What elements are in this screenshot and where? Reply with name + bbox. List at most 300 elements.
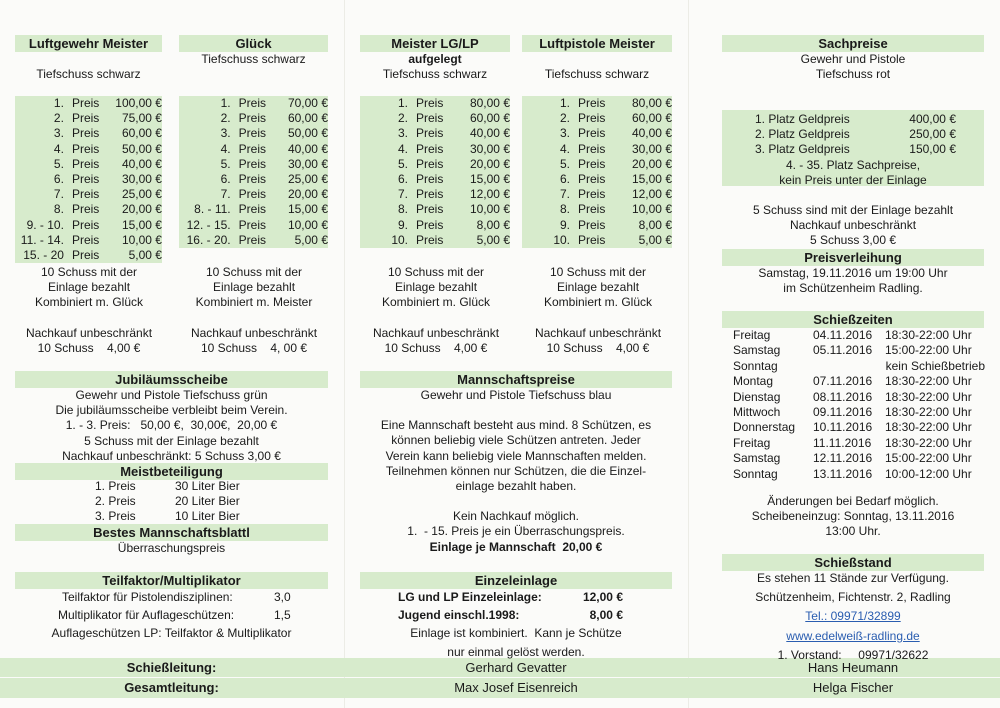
lp-meister-notes [517, 265, 679, 356]
mann-line: Kein Nachkauf möglich. [452, 509, 580, 524]
prize-row [179, 157, 328, 172]
zeiten-day: Montag [733, 374, 774, 389]
note-line: 10 Schuss 4, 00 € [200, 340, 308, 355]
prize-label: Preis [416, 187, 444, 202]
preis-line: Samstag, 19.11.2016 um 19:00 Uhr [758, 266, 948, 280]
zeiten-row [733, 328, 988, 343]
einzel-value: 12,00 € [582, 590, 623, 604]
zeiten-row [733, 436, 988, 451]
glueck-prize-table [179, 96, 328, 248]
sach-amount: 400,00 € [909, 112, 956, 126]
prize-rank: 3. [559, 126, 570, 141]
prize-rank: 9. [397, 217, 408, 232]
prize-label: Preis [578, 202, 606, 217]
prize-row [179, 187, 328, 202]
lp-meister-prize-table [522, 96, 672, 248]
zeiten-time: 15:00-22:00 Uhr [885, 343, 972, 358]
prize-label: Preis [416, 156, 444, 171]
sach-note: Nachkauf unbeschränkt [789, 218, 917, 233]
zeiten-time: 18:30-22:00 Uhr [885, 328, 972, 342]
prize-label: Preis [238, 111, 266, 126]
meist-row [95, 509, 295, 524]
meist-prize: 30 Liter Bier [175, 479, 240, 493]
mann-line: können beliebig viele Schützen antreten. Jeder [391, 433, 641, 448]
preis-title: Preisverleihung [722, 249, 984, 266]
sach-sub1: Gewehr und Pistole [800, 52, 906, 66]
prize-label: Preis [71, 247, 100, 262]
note-line: Kombiniert m. Meister [195, 295, 313, 310]
prize-row [360, 111, 510, 126]
prize-rank: 1. [397, 96, 408, 110]
meister-lglp-title: Meister LG/LP [360, 35, 510, 52]
prize-label: Preis [238, 126, 266, 141]
zeiten-day: Freitag [733, 435, 771, 450]
prize-row [360, 218, 510, 233]
prize-amount: 12,00 € [631, 187, 672, 202]
prize-row [360, 126, 510, 141]
prize-label: Preis [238, 96, 266, 110]
prize-amount: 30,00 € [121, 171, 162, 186]
stand-title: Schießstand [722, 554, 984, 571]
blattl-sub: Überraschungspreis [117, 541, 226, 555]
prize-label: Preis [71, 156, 100, 171]
prize-row [360, 142, 510, 157]
prize-amount: 60,00 € [121, 126, 162, 141]
zeiten-date: 07.11.2016 [813, 374, 873, 389]
prize-rank: 7. [397, 187, 408, 202]
note-line: 10 Schuss mit der [387, 265, 485, 279]
zeiten-row [733, 343, 988, 358]
prize-rank: 8. [559, 202, 570, 217]
zeiten-time: 18:30-22:00 Uhr [885, 389, 972, 404]
sach-row [722, 142, 984, 157]
einzel-value: 8,00 € [589, 608, 623, 623]
prize-row [15, 157, 162, 172]
prize-row [522, 233, 672, 248]
prize-row [15, 172, 162, 187]
teil-value: 1,5 [274, 608, 291, 623]
prize-row [360, 187, 510, 202]
prize-amount: 10,00 € [287, 217, 328, 232]
blattl-title: Bestes Mannschaftsblattl [15, 524, 328, 541]
teil-key: Teilfaktor für Pistolendisziplinen: [62, 590, 233, 604]
note-line: Einlage bezahlt [212, 280, 296, 295]
zeiten-row [733, 390, 988, 405]
prize-rank: 8. [397, 202, 408, 217]
prize-amount: 40,00 € [631, 126, 672, 141]
teil-value: 3,0 [274, 590, 291, 604]
meist-rows [95, 479, 295, 525]
prize-row [522, 187, 672, 202]
sach-row [722, 127, 984, 142]
meister-lglp-notes [355, 265, 517, 356]
prize-amount: 40,00 € [287, 141, 328, 156]
prize-row [179, 96, 328, 111]
prize-amount: 12,00 € [469, 187, 510, 202]
prize-rank: 8. [53, 202, 64, 217]
prize-amount: 5,00 € [128, 247, 162, 262]
sach-table [722, 110, 984, 186]
prize-amount: 8,00 € [476, 217, 510, 232]
prize-amount: 60,00 € [469, 111, 510, 126]
zeiten-row [733, 451, 988, 466]
zeiten-row [733, 405, 988, 420]
meist-row [95, 494, 295, 509]
prize-rank: 1. [559, 96, 570, 110]
zeiten-row [733, 374, 988, 389]
prize-rank: 3. [220, 126, 231, 141]
prize-row [360, 202, 510, 217]
prize-amount: 50,00 € [121, 141, 162, 156]
prize-row [15, 248, 162, 263]
note-line: Kombiniert m. Glück [34, 295, 144, 310]
prize-label: Preis [238, 202, 266, 217]
prize-rank: 3. [53, 126, 64, 141]
prize-label: Preis [71, 187, 100, 202]
prize-row [522, 96, 672, 111]
zeiten-day: Dienstag [733, 389, 781, 404]
zeiten-day: Samstag [733, 343, 781, 358]
prize-label: Preis [416, 202, 444, 217]
prize-label: Preis [416, 141, 444, 156]
prize-label: Preis [416, 232, 444, 247]
zeiten-day: Mittwoch [733, 404, 781, 419]
mann-line: Gewehr und Pistole Tiefschuss blau [420, 388, 612, 402]
einzel-title: Einzeleinlage [360, 572, 672, 589]
jubi-title: Jubiläumsscheibe [15, 371, 328, 388]
note-line: 10 Schuss 4,00 € [384, 340, 488, 355]
note-line: Nachkauf unbeschränkt [372, 325, 500, 340]
prize-amount: 40,00 € [121, 156, 162, 171]
prize-amount: 20,00 € [121, 202, 162, 217]
sach-row [722, 112, 984, 127]
einzel-row [360, 590, 672, 605]
stand-web-link[interactable]: www.edelweiß-radling.de [786, 628, 920, 643]
zeiten-day: Freitag [733, 328, 771, 342]
prize-row [522, 142, 672, 157]
schiessleitung-label: Schießleitung: [126, 660, 217, 675]
prize-label: Preis [71, 217, 100, 232]
sach-note: 5 Schuss sind mit der Einlage bezahlt [752, 203, 954, 217]
mann-body [350, 388, 682, 555]
fold-line-1 [344, 0, 345, 708]
mann-line: Eine Mannschaft besteht aus mind. 8 Schützen, es [380, 418, 652, 433]
prize-label: Preis [578, 111, 606, 126]
prize-amount: 15,00 € [631, 171, 672, 186]
zeiten-date: 04.11.2016 [813, 328, 873, 342]
meister-lglp-sub: Tiefschuss schwarz [382, 67, 488, 81]
prize-rank: 7. [53, 187, 64, 202]
prize-amount: 80,00 € [631, 96, 672, 110]
zeiten-note: 13:00 Uhr. [825, 524, 881, 539]
teil-row [15, 590, 328, 605]
prize-row [15, 111, 162, 126]
zeiten-row [733, 420, 988, 435]
prize-rank: 6. [397, 171, 408, 186]
prize-amount: 5,00 € [294, 232, 328, 247]
zeiten-day: Samstag [733, 451, 781, 466]
preis-body [722, 266, 984, 296]
meister-lglp-aufgelegt: aufgelegt [408, 52, 462, 66]
sach-line: 4. - 35. Platz Sachpreise, [785, 157, 921, 172]
prize-label: Preis [416, 217, 444, 232]
einzel-key: LG und LP Einzeleinlage: [398, 590, 542, 604]
zeiten-date: 11.11.2016 [813, 435, 872, 450]
prize-rank: 9. [559, 217, 570, 232]
zeiten-date: 12.11.2016 [813, 451, 873, 466]
note-line: Nachkauf unbeschränkt [25, 325, 153, 340]
jubi-line: Gewehr und Pistole Tiefschuss grün [75, 388, 268, 402]
prize-amount: 5,00 € [638, 232, 672, 247]
prize-label: Preis [71, 232, 100, 247]
prize-rank: 2. [559, 111, 570, 126]
zeiten-time: 15:00-22:00 Uhr [885, 451, 972, 466]
note-line: 10 Schuss mit der [40, 265, 138, 279]
prize-label: Preis [578, 141, 606, 156]
glueck-title: Glück [179, 35, 328, 52]
prize-amount: 70,00 € [287, 96, 328, 110]
prize-row [360, 157, 510, 172]
gesamtleitung-label: Gesamtleitung: [124, 680, 219, 695]
jubi-line: 5 Schuss mit der Einlage bezahlt [84, 433, 259, 448]
prize-rank: 1. [53, 96, 64, 110]
sach-place: 1. Platz Geldpreis [755, 112, 850, 126]
jubi-line: Die jubiläumsscheibe verbleibt beim Verein. [55, 403, 288, 418]
prize-amount: 10,00 € [631, 202, 672, 217]
prize-label: Preis [71, 171, 100, 186]
prize-row [179, 233, 328, 248]
einzel-row [360, 608, 672, 623]
zeiten-date: 10.11.2016 [813, 420, 873, 435]
prize-rank: 12. - 15. [186, 217, 231, 232]
zeiten-note: Scheibeneinzug: Sonntag, 13.11.2016 [751, 509, 955, 524]
prize-amount: 75,00 € [121, 111, 162, 126]
mann-line: Verein kann beliebig viele Mannschaften melden. [385, 448, 647, 463]
note-line: Einlage bezahlt [47, 280, 131, 295]
prize-rank: 4. [220, 141, 231, 156]
prize-amount: 50,00 € [287, 126, 328, 141]
prize-label: Preis [238, 232, 266, 247]
prize-row [522, 126, 672, 141]
glueck-notes [174, 265, 334, 356]
leitung-name-3a: Hans Heumann [807, 660, 899, 675]
stand-line: Schützenheim, Fichtenstr. 2, Radling [755, 590, 951, 605]
note-line: Nachkauf unbeschränkt [534, 325, 662, 340]
zeiten-date: 09.11.2016 [813, 404, 873, 419]
zeiten-date: 05.11.2016 [813, 343, 873, 358]
einzel-line: Einlage ist kombiniert. Kann je Schütze [410, 626, 622, 641]
lg-meister-title: Luftgewehr Meister [15, 35, 162, 52]
lg-meister-notes [8, 265, 170, 356]
prize-row [522, 111, 672, 126]
jubi-line: Nachkauf unbeschränkt: 5 Schuss 3,00 € [62, 448, 281, 463]
lg-meister-prize-table [15, 96, 162, 263]
teil-key: Multiplikator für Auflageschützen: [58, 608, 235, 623]
prize-label: Preis [416, 126, 444, 141]
note-line: Kombiniert m. Glück [381, 295, 491, 310]
prize-rank: 10. [553, 232, 570, 247]
prize-amount: 20,00 € [287, 187, 328, 202]
sach-line: kein Preis unter der Einlage [779, 172, 927, 187]
prize-rank: 5. [53, 156, 64, 171]
prize-label: Preis [578, 187, 606, 202]
prize-rank: 4. [559, 141, 570, 156]
teil-body [15, 590, 328, 642]
gesamtleitung-name: Max Josef Eisenreich [454, 680, 578, 695]
einzel-key: Jugend einschl.1998: [398, 608, 520, 623]
note-line: 10 Schuss 4,00 € [37, 340, 141, 355]
meist-title: Meistbeteiligung [15, 463, 328, 480]
zeiten-row [733, 467, 988, 482]
zeiten-note: Änderungen bei Bedarf möglich. [767, 494, 939, 508]
zeiten-day: Sonntag [733, 358, 778, 373]
prize-label: Preis [238, 187, 266, 202]
stand-line: Es stehen 11 Stände zur Verfügung. [757, 571, 949, 585]
prize-label: Preis [238, 156, 266, 171]
prize-label: Preis [578, 126, 606, 141]
einzel-body [360, 590, 672, 660]
lp-meister-sub: Tiefschuss schwarz [544, 67, 650, 81]
meist-prize: 20 Liter Bier [175, 494, 240, 509]
prize-amount: 15,00 € [121, 217, 162, 232]
stand-tel-link[interactable]: Tel.: 09971/32899 [805, 609, 901, 624]
schiessleitung-name: Gerhard Gevatter [465, 660, 567, 675]
prize-row [522, 172, 672, 187]
note-line: Einlage bezahlt [556, 280, 640, 295]
prize-row [179, 142, 328, 157]
jubi-line: 1. - 3. Preis: 50,00 €, 30,00€, 20,00 € [65, 418, 278, 433]
einzel-line: nur einmal gelöst werden. [447, 644, 585, 659]
prize-amount: 20,00 € [469, 156, 510, 171]
prize-rank: 7. [559, 187, 570, 202]
prize-label: Preis [238, 217, 266, 232]
glueck-sub: Tiefschuss schwarz [201, 52, 306, 66]
prize-label: Preis [238, 171, 266, 186]
prize-amount: 80,00 € [469, 96, 510, 110]
prize-row [15, 126, 162, 141]
prize-row [15, 218, 162, 233]
prize-label: Preis [238, 141, 266, 156]
prize-row [179, 172, 328, 187]
prize-amount: 25,00 € [287, 171, 328, 186]
note-line: Einlage bezahlt [394, 280, 478, 295]
prize-rank: 2. [397, 111, 408, 126]
prize-amount: 30,00 € [631, 141, 672, 156]
prize-rank: 10. [391, 232, 408, 247]
sach-place: 3. Platz Geldpreis [755, 142, 850, 157]
stand-line: 1. Vorstand: 09971/32622 [777, 647, 929, 662]
prize-rank: 2. [220, 111, 231, 126]
mann-einlage: Einlage je Mannschaft 20,00 € [429, 539, 603, 554]
meister-lglp-prize-table [360, 96, 510, 248]
prize-row [15, 202, 162, 217]
prize-rank: 1. [220, 96, 231, 110]
fold-line-2 [688, 0, 689, 708]
zeiten-time: 18:30-22:00 Uhr [885, 435, 972, 450]
prize-label: Preis [578, 232, 606, 247]
prize-label: Preis [71, 111, 100, 126]
prize-amount: 8,00 € [638, 217, 672, 232]
preis-line: im Schützenheim Radling. [783, 281, 923, 296]
note-line: 10 Schuss mit der [205, 265, 303, 279]
prize-row [179, 111, 328, 126]
prize-row [15, 187, 162, 202]
prize-rank: 2. [53, 111, 64, 126]
meist-prize: 10 Liter Bier [175, 509, 240, 524]
teil-line: Auflageschützen LP: Teilfaktor & Multiplikator [51, 626, 292, 641]
prize-amount: 30,00 € [287, 156, 328, 171]
zeiten-row [733, 359, 988, 374]
prize-row [15, 96, 162, 111]
prize-amount: 15,00 € [469, 171, 510, 186]
zeiten-day: Sonntag [733, 466, 778, 481]
prize-label: Preis [578, 96, 606, 110]
prize-rank: 6. [53, 171, 64, 186]
prize-label: Preis [71, 126, 100, 141]
zeiten-title: Schießzeiten [722, 311, 984, 328]
prize-amount: 25,00 € [121, 187, 162, 202]
mann-title: Mannschaftspreise [360, 371, 672, 388]
prize-amount: 60,00 € [631, 111, 672, 126]
prize-rank: 4. [53, 141, 64, 156]
prize-row [522, 218, 672, 233]
zeiten-time: 18:30-22:00 Uhr [885, 404, 972, 419]
prize-rank: 5. [220, 156, 231, 171]
prize-row [360, 233, 510, 248]
prize-amount: 40,00 € [469, 126, 510, 141]
prize-rank: 6. [559, 171, 570, 186]
prize-rank: 5. [397, 156, 408, 171]
teil-row [15, 608, 328, 623]
zeiten-time: 10:00-12:00 Uhr [885, 466, 972, 481]
prize-label: Preis [578, 171, 606, 186]
sach-place: 2. Platz Geldpreis [755, 127, 850, 142]
prize-rank: 8. - 11. [194, 202, 231, 217]
sach-amount: 150,00 € [909, 142, 956, 157]
prize-amount: 30,00 € [469, 141, 510, 156]
prize-row [179, 202, 328, 217]
meist-rank: 2. Preis [95, 494, 136, 509]
lp-meister-title: Luftpistole Meister [522, 35, 672, 52]
prize-amount: 60,00 € [287, 111, 328, 126]
prize-label: Preis [71, 141, 100, 156]
lg-meister-sub: Tiefschuss schwarz [36, 67, 141, 81]
prize-row [522, 202, 672, 217]
mann-line: einlage bezahlt haben. [455, 479, 577, 494]
stand-body [722, 571, 984, 663]
sach-amount: 250,00 € [909, 127, 956, 142]
meist-rank: 1. Preis [95, 479, 136, 493]
zeiten-date: 08.11.2016 [813, 389, 873, 404]
prize-row [179, 126, 328, 141]
prize-label: Preis [416, 171, 444, 186]
note-line: Nachkauf unbeschränkt [190, 325, 318, 340]
zeiten-time: 18:30-22:00 Uhr [885, 374, 972, 389]
jubi-body [15, 388, 328, 464]
sach-notes [722, 203, 984, 249]
meist-row [95, 479, 295, 494]
zeiten-time: 18:30-22:00 Uhr [885, 420, 972, 435]
prize-amount: 100,00 € [115, 96, 162, 110]
zeiten-date: 13.11.2016 [813, 466, 873, 481]
prize-label: Preis [71, 202, 100, 217]
prize-row [15, 142, 162, 157]
prize-rank: 9. - 10. [26, 217, 64, 232]
prize-label: Preis [578, 217, 606, 232]
meist-rank: 3. Preis [95, 509, 136, 524]
prize-row [360, 96, 510, 111]
note-line: Kombiniert m. Glück [543, 295, 653, 310]
